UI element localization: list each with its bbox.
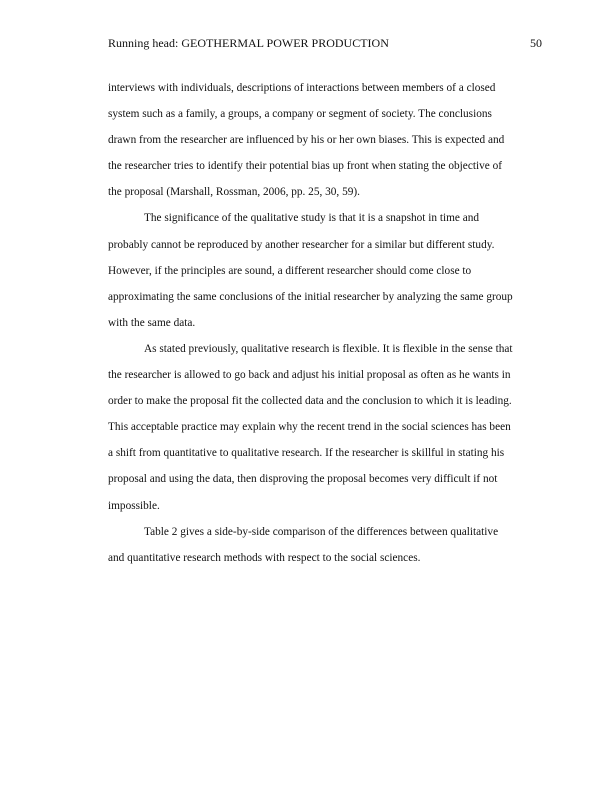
- paragraph-first-line: The significance of the qualitative study is that it is a snapshot in time and: [144, 212, 480, 225]
- text-line: the proposal (Marshall, Rossman, 2006, pp. 25, 30, 59).: [108, 186, 360, 199]
- text-line: the researcher is allowed to go back and adjust his initial proposal as often as he wants in: [108, 369, 511, 382]
- text-line: impossible.: [108, 499, 160, 512]
- running-head: [108, 36, 542, 52]
- text-line: and quantitative research methods with respect to the social sciences.: [108, 551, 421, 564]
- running-head-title: Running head: GEOTHERMAL POWER PRODUCTION: [108, 36, 389, 50]
- text-line: with the same data.: [108, 316, 196, 329]
- text-line: However, if the principles are sound, a different researcher should come close to: [108, 264, 472, 277]
- text-line: drawn from the researcher are influenced by his or her own biases. This is expected and: [108, 134, 505, 147]
- text-line: order to make the proposal fit the collected data and the conclusion to which it is leading.: [108, 395, 512, 408]
- text-line: system such as a family, a groups, a company or segment of society. The conclusions: [108, 108, 492, 121]
- paragraph-first-line: As stated previously, qualitative research is flexible. It is flexible in the sense that: [144, 342, 513, 355]
- text-line: the researcher tries to identify their potential bias up front when stating the objective of: [108, 160, 503, 173]
- text-line: a shift from quantitative to qualitative research. If the researcher is skillful in stating his: [108, 447, 505, 460]
- text-line: interviews with individuals, descriptions of interactions between members of a closed: [108, 82, 496, 94]
- text-line: proposal and using the data, then disproving the proposal becomes very difficult if not: [108, 473, 498, 486]
- text-line: This acceptable practice may explain why the recent trend in the social sciences has been: [108, 421, 511, 434]
- paragraph-first-line: Table 2 gives a side-by-side comparison of the differences between qualitative: [144, 525, 499, 538]
- text-line: approximating the same conclusions of the initial researcher by analyzing the same group: [108, 290, 513, 303]
- text-line: probably cannot be reproduced by another researcher for a similar but different study.: [108, 238, 495, 251]
- body-text: [108, 75, 548, 571]
- page-number: 50: [530, 36, 542, 50]
